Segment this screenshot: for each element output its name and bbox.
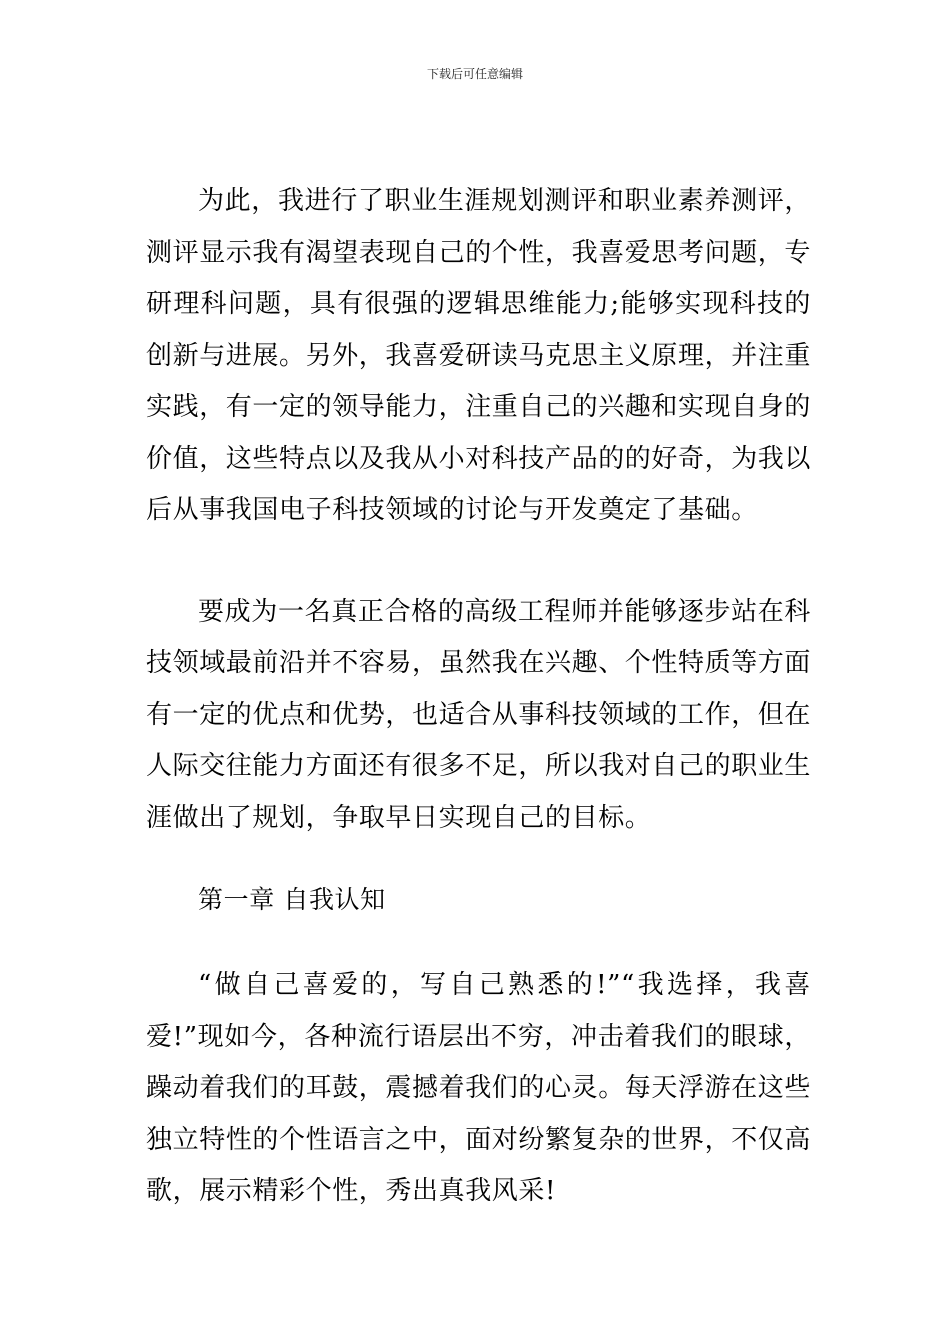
page-header: 下载后可任意编辑 <box>426 67 523 81</box>
chapter-heading: 第一章 自我认知 <box>198 885 386 914</box>
paragraph-self-awareness: “做自己喜爱的，写自己熟悉的!”“我选择，我喜爱!”现如今，各种流行语层出不穷，冲击着我们的眼球，躁动着我们的耳鼓，震撼着我们的心灵。每天浮游在这些独立特性的个性语言之中，面对纷繁复杂的世界，不仅高歌，展示精彩个性，秀出真我风采! <box>146 970 812 1206</box>
paragraph-goal: 要成为一名真正合格的高级工程师并能够逐步站在科技领域最前沿并不容易，虽然我在兴趣、个性特质等方面有一定的优点和优势，也适合从事科技领域的工作，但在人际交往能力方面还有很多不足，所以我对自己的职业生涯做出了规划，争取早日实现自己的目标。 <box>146 596 812 833</box>
paragraph-assessment: 为此，我进行了职业生涯规划测评和职业素养测评，测评显示我有渴望表现自己的个性，我喜爱思考问题，专研理科问题，具有很强的逻辑思维能力;能够实现科技的创新与进展。另外，我喜爱研读马克思主义原理，并注重实践，有一定的领导能力，注重自己的兴趣和实现自身的价值，这些特点以及我从小对科技产品的的好奇，为我以后从事我国电子科技领域的讨论与开发奠定了基础。 <box>146 186 812 525</box>
document-body <box>146 176 811 1218</box>
